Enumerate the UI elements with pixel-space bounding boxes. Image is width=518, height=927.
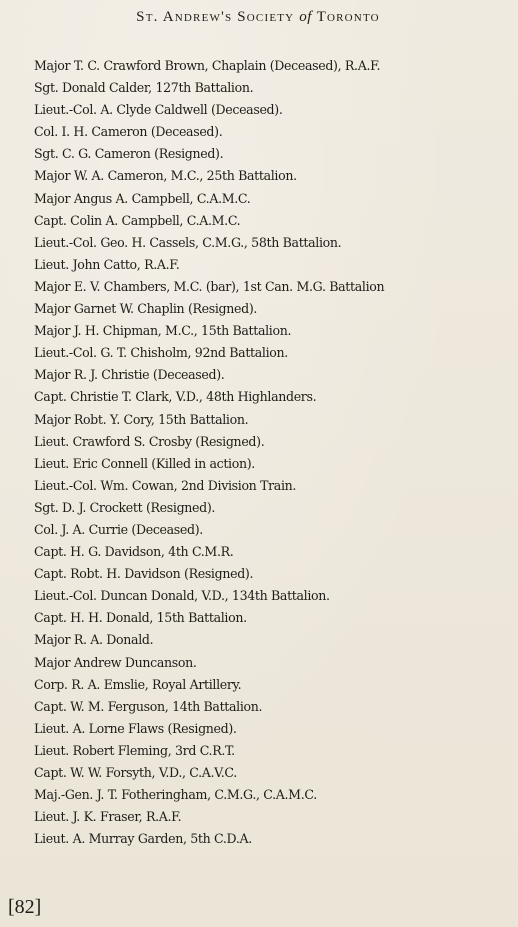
list-entry: Maj.-Gen. J. T. Fotheringham, C.M.G., C.A.M.C. [34,787,317,803]
header-city: Toronto [316,9,380,25]
list-entry: Lieut.-Col. G. T. Chisholm, 92nd Battalion. [34,345,288,361]
list-entry: Major E. V. Chambers, M.C. (bar), 1st Can. M.G. Battalion [34,278,385,294]
header-society-name: St. Andrew's Society [136,9,295,25]
list-entry: Lieut. J. K. Fraser, R.A.F. [34,809,182,825]
list-entry: Lieut. A. Murray Garden, 5th C.D.A. [34,831,252,847]
list-entry: Capt. H. H. Donald, 15th Battalion. [34,610,247,626]
list-entry: Lieut.-Col. Duncan Donald, V.D., 134th Battalion. [34,588,330,604]
header-of: of [299,9,312,25]
list-entry: Corp. R. A. Emslie, Royal Artillery. [34,676,242,692]
list-entry: Major R. A. Donald. [34,632,154,648]
list-entry: Major T. C. Crawford Brown, Chaplain (Deceased), R.A.F. [34,58,381,73]
list-entry: Lieut.-Col. Geo. H. Cassels, C.M.G., 58th Battalion. [34,234,342,250]
member-list [34,55,514,850]
list-entry: Lieut.-Col. A. Clyde Caldwell (Deceased). [34,102,283,118]
list-entry: Capt. W. M. Ferguson, 14th Battalion. [34,698,263,714]
list-entry: Lieut. Robert Fleming, 3rd C.R.T. [34,742,235,758]
list-entry: Col. I. H. Cameron (Deceased). [34,124,223,140]
list-entry: Capt. W. W. Forsyth, V.D., C.A.V.C. [34,765,237,780]
list-entry: Major Robt. Y. Cory, 15th Battalion. [34,411,249,427]
list-entry: Major Angus A. Campbell, C.A.M.C. [34,190,251,206]
list-entry: Sgt. C. G. Cameron (Resigned). [34,146,224,162]
running-header [38,9,478,26]
list-entry: Sgt. Donald Calder, 127th Battalion. [34,80,254,96]
list-entry: Major J. H. Chipman, M.C., 15th Battalion. [34,323,292,339]
list-entry: Lieut. Crawford S. Crosby (Resigned). [34,433,265,449]
list-entry: Capt. Colin A. Campbell, C.A.M.C. [34,212,241,228]
page-number: [82] [8,896,42,918]
list-entry: Major R. J. Christie (Deceased). [34,367,225,383]
list-entry: Major W. A. Cameron, M.C., 25th Battalion. [34,168,297,184]
list-entry: Sgt. D. J. Crockett (Resigned). [34,499,216,515]
list-entry: Capt. H. G. Davidson, 4th C.M.R. [34,544,234,560]
list-entry: Capt. Robt. H. Davidson (Resigned). [34,566,254,582]
list-entry: Lieut. John Catto, R.A.F. [34,256,180,272]
list-entry: Col. J. A. Currie (Deceased). [34,521,203,537]
list-entry: Major Andrew Duncanson. [34,654,197,670]
list-entry: Capt. Christie T. Clark, V.D., 48th Highlanders. [34,389,317,405]
list-entry: Major Garnet W. Chaplin (Resigned). [34,301,258,317]
list-entry: Lieut. A. Lorne Flaws (Resigned). [34,720,237,736]
list-entry: Lieut.-Col. Wm. Cowan, 2nd Division Train. [34,477,297,493]
list-entry: Lieut. Eric Connell (Killed in action). [34,455,255,471]
